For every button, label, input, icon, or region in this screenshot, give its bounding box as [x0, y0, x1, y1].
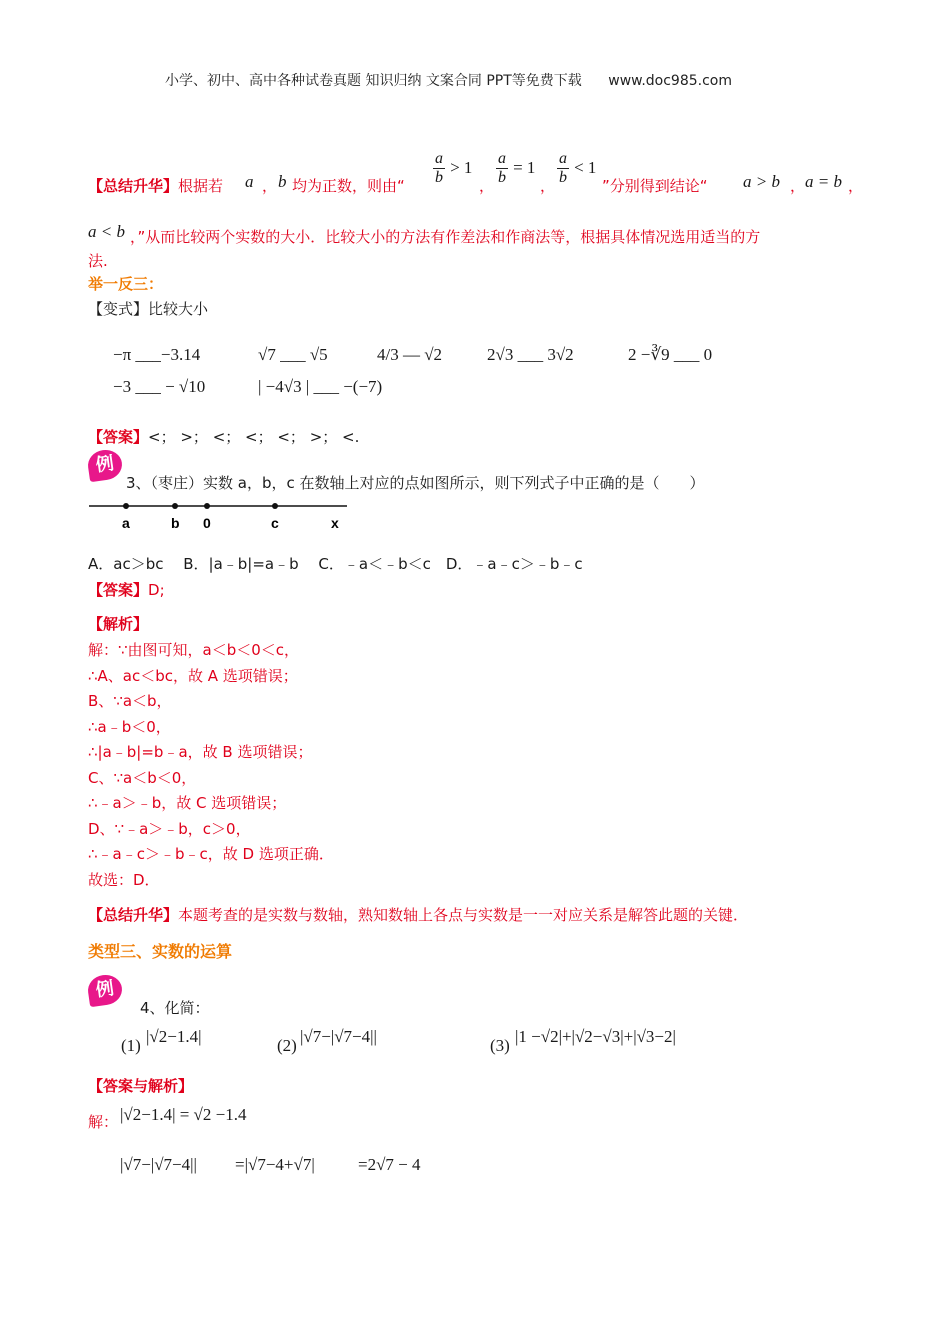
point-a	[123, 503, 129, 509]
page-header: 小学、初中、高中各种试卷真题 知识归纳 文案合同 PPT等免费下载 www.doc985.com	[165, 73, 732, 89]
variant-item-3: 4/3 — √2	[377, 345, 443, 364]
variant-item-7: | −4√3 | ___ −(−7)	[258, 377, 383, 396]
variant-label: 【变式】比较大小	[88, 300, 209, 318]
axis-label-c: c	[271, 515, 279, 531]
section-title-type3: 类型三、实数的运算	[88, 942, 233, 961]
analysis-line: D、∵﹣a＞﹣b，c＞0，	[88, 819, 251, 838]
example3-question: 3、（枣庄）实数 a，b，c 在数轴上对应的点如图所示，则下列式子中正确的是（ ）	[126, 474, 705, 492]
variant-item-4: 2√3 ___ 3√2	[487, 345, 574, 364]
number-line	[85, 498, 355, 534]
solution-line-2c: =2√7 − 4	[358, 1155, 421, 1174]
variant-answer: 【答案】<； >； <； <； <； >； <.	[88, 428, 360, 446]
fraction-gt: $\frac{a}{b}$ > 1	[435, 150, 473, 186]
axis-label-a: a	[122, 515, 130, 531]
analysis-line: ∴a﹣b＜0，	[88, 717, 171, 736]
example-badge-icon: 例	[86, 448, 124, 482]
analysis-line: 故选：D．	[88, 870, 160, 889]
example3-summary: 【总结升华】本题考查的是实数与数轴，熟知数轴上各点与实数是一一对应关系是解答此题的关键．	[88, 906, 749, 924]
analysis-line: C、∵a＜b＜0，	[88, 768, 197, 787]
example4-expr-3: |1 −√2|+|√2−√3|+|√3−2|	[515, 1027, 676, 1046]
analysis-line: ∴﹣a＞﹣b，故 C 选项错误；	[88, 794, 287, 812]
analysis-line: ∴﹣a﹣c＞﹣b﹣c，故 D 选项正确．	[88, 845, 334, 863]
var-a: a	[245, 172, 254, 191]
analysis-line: ∴A、ac＜bc，故 A 选项错误；	[88, 666, 298, 685]
example4-question: 4、化简：	[140, 999, 210, 1017]
analysis-line: ∴|a﹣b|=b﹣a，故 B 选项错误；	[88, 743, 313, 761]
summary-line-1: 【总结升华】根据若	[88, 177, 224, 195]
example4-expr-1: |√2−1.4|	[146, 1027, 202, 1046]
example4-expr-2: |√7−|√7−4||	[300, 1027, 377, 1046]
variant-item-2: √7 ___ √5	[258, 345, 328, 364]
summary-line-2: ，”从而比较两个实数的大小．比较大小的方法有作差法和作商法等，根据具体情况选用适当的方	[130, 228, 761, 246]
var-b: b	[278, 172, 287, 191]
variant-item-6: −3 ___ − √10	[113, 377, 206, 396]
point-b	[172, 503, 178, 509]
axis-label-x: x	[331, 515, 339, 531]
axis-label-b: b	[171, 515, 180, 531]
analysis-line: 解：∵由图可知，a＜b＜0＜c，	[88, 641, 300, 659]
variant-item-1: −π ___−3.14	[113, 345, 201, 364]
variant-title: 举一反三：	[88, 275, 164, 293]
example4-answer-tag: 【答案与解析】	[88, 1077, 194, 1095]
example3-analysis-tag: 【解析】	[88, 615, 149, 633]
example3-answer: 【答案】D;	[88, 581, 165, 599]
variant-item-5: 2 −∛9 ___ 0	[628, 345, 713, 364]
fraction-eq: $\frac{a}{b}$ = 1	[498, 150, 536, 186]
analysis-line: B、∵a＜b，	[88, 692, 172, 710]
solution-line-2b: =|√7−4+√7|	[235, 1155, 315, 1174]
summary-line-3: 法.	[88, 252, 108, 270]
solution-line-1: |√2−1.4| = √2 −1.4	[120, 1105, 247, 1124]
example3-options: A．ac＞bc B．|a﹣b|=a﹣b C．﹣a＜﹣b＜c D．﹣a﹣c＞﹣b﹣c	[88, 555, 583, 573]
point-c	[272, 503, 278, 509]
point-0	[204, 503, 210, 509]
example3-analysis	[88, 638, 334, 893]
header-site: www.doc985.com	[608, 73, 732, 89]
solution-line-2a: |√7−|√7−4||	[120, 1155, 197, 1174]
axis-label-0: 0	[203, 515, 211, 531]
example-badge-icon: 例	[86, 973, 124, 1007]
fraction-lt: $\frac{a}{b}$ < 1	[559, 150, 597, 186]
